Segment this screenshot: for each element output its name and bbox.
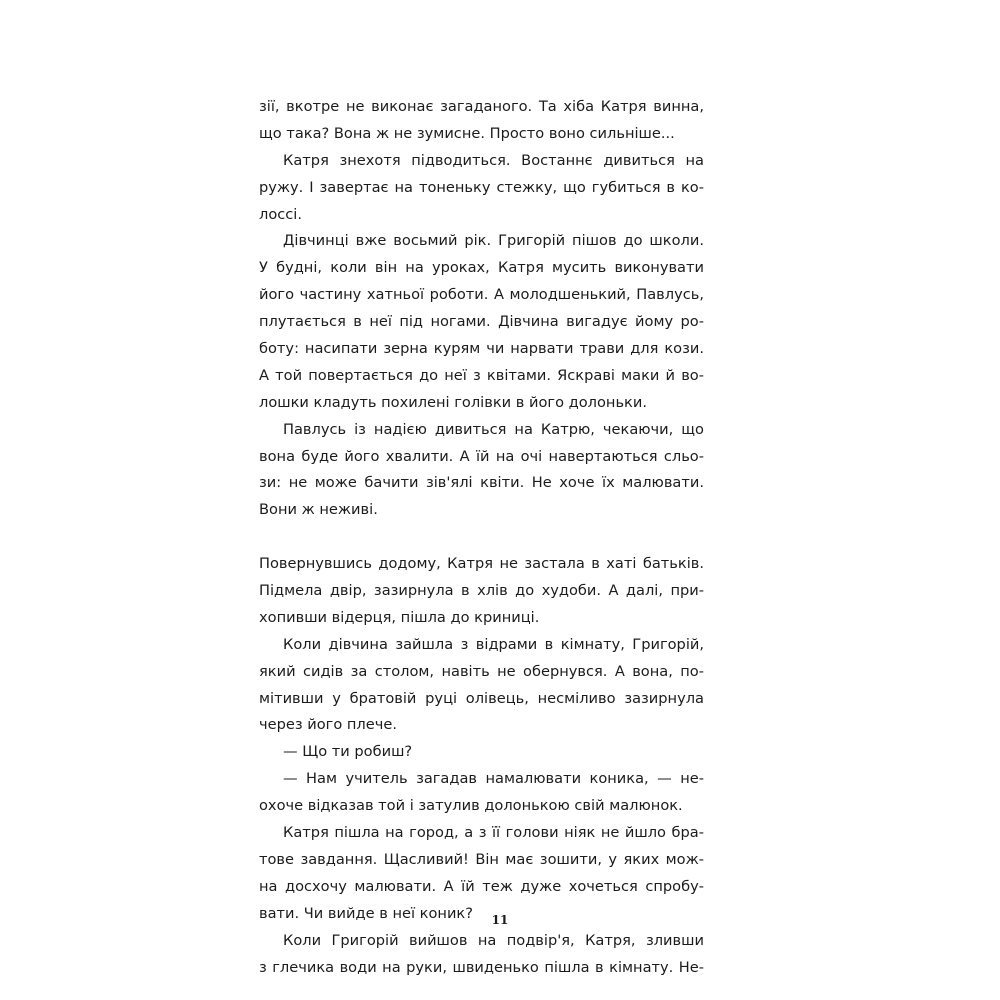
text-line: Підмела двір, зазирнула в хлів до худоби. А далі, при- [259, 582, 704, 600]
text-line: вати. Чи вийде в неї коник? [259, 904, 473, 922]
text-line: лошки кладуть похилені голівки в його долоньки. [259, 393, 647, 411]
text-line: його частину хатньої роботи. А молодшенький, Павлусь, [259, 286, 704, 304]
text-line: вона буде його хвалити. А їй на очі навертаються сльо- [259, 447, 704, 465]
paragraph [259, 739, 704, 766]
text-line: Дівчинці вже восьмий рік. Григорій пішов до школи. [283, 232, 704, 250]
text-line: Павлусь із надією дивиться на Катрю, чекаючи, що [283, 420, 704, 438]
paragraph [259, 94, 704, 148]
text-line: зи: не може бачити зів'ялі квіти. Не хоче їх малювати. [259, 474, 704, 492]
text-line: тове завдання. Щасливий! Він має зошити, у яких мож- [259, 850, 704, 868]
text-line: Катря пішла на город, а з її голови ніяк не йшло бра- [283, 824, 704, 842]
paragraph [259, 766, 704, 820]
text-line: Катря знехотя підводиться. Востаннє дивиться на [283, 151, 704, 169]
text-line: хопивши відерця, пішла до криниці. [259, 608, 540, 626]
paragraph [259, 928, 704, 982]
text-line: що така? Вона ж не зумисне. Просто воно сильніше... [259, 124, 675, 142]
text-line: з глечика води на руки, швиденько пішла в кімнату. Не- [259, 958, 704, 976]
text-line: лоссі. [259, 205, 302, 223]
text-line: Коли дівчина зайшла з відрами в кімнату, Григорій, [283, 635, 704, 653]
text-line: мітивши у братовій руці олівець, несміливо зазирнула [259, 689, 704, 707]
paragraph [259, 148, 704, 229]
text-line: — Нам учитель загадав намалювати коника, — не- [283, 770, 704, 788]
text-line: ружу. І завертає на тоненьку стежку, що губиться в ко- [259, 178, 704, 196]
paragraph [259, 417, 704, 525]
text-line: через його плече. [259, 716, 397, 734]
text-line: охоче відказав той і затулив долонькою свій малюнок. [259, 797, 683, 815]
text-section [259, 94, 704, 524]
text-line: — Що ти робиш? [283, 743, 413, 761]
page-number: 11 [491, 913, 509, 927]
page-body-text [259, 94, 704, 981]
text-line: плутається в неї під ногами. Дівчина вигадує йому ро- [259, 313, 704, 331]
paragraph [259, 228, 704, 416]
section-break [259, 524, 704, 551]
paragraph [259, 632, 704, 740]
text-line: Вони ж неживі. [259, 501, 378, 519]
text-line: який сидів за столом, навіть не обернувся. А вона, по- [259, 662, 704, 680]
paragraph [259, 820, 704, 928]
text-line: У будні, коли він на уроках, Катря мусить виконувати [259, 259, 704, 277]
text-line: Повернувшись додому, Катря не застала в хаті батьків. [259, 555, 704, 573]
text-line: на досхочу малювати. А їй теж дуже хочеться спробу- [259, 877, 704, 895]
paragraph [259, 551, 704, 632]
text-line: Коли Григорій вийшов на подвір'я, Катря, зливши [283, 931, 704, 949]
text-line: А той повертається до неї з квітами. Яскраві маки й во- [259, 366, 704, 384]
text-line: боту: насипати зерна курям чи нарвати трави для кози. [259, 340, 704, 358]
text-line: зії, вкотре не виконає загаданого. Та хіба Катря винна, [259, 98, 704, 115]
